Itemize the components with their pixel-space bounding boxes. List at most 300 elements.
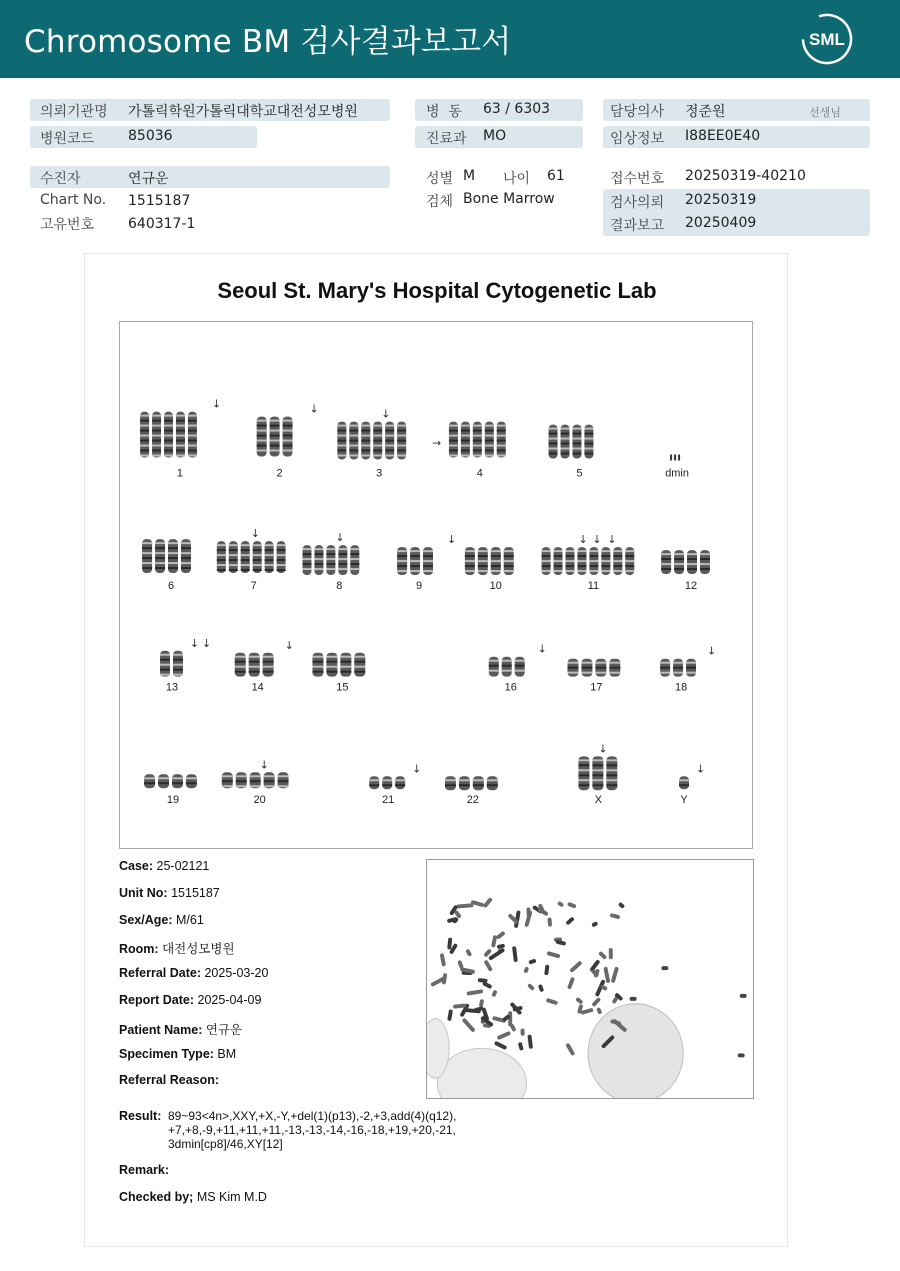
chromosome-band (601, 550, 610, 552)
chromosome-group-X (578, 756, 617, 790)
chromosome-band (140, 415, 149, 417)
chromosome-band (502, 670, 512, 672)
request-value: 20250319 (685, 192, 757, 208)
chromosome-band (217, 554, 226, 556)
chromosome-band (277, 564, 286, 566)
chromosome-band (283, 420, 293, 422)
chromosome-band (263, 661, 274, 663)
chromosome-band (158, 777, 169, 779)
chromosome-band (373, 425, 382, 427)
chromosome-band (700, 553, 710, 555)
chromosome-band (257, 445, 267, 447)
chromosome-band (687, 553, 697, 555)
chromosome-band (140, 425, 149, 427)
chromosome-band (283, 440, 293, 442)
ward-label: 병 동 (426, 104, 462, 120)
metaphase-chromosome (565, 916, 574, 925)
chromosome-band (445, 784, 456, 786)
abnormality-arrow-icon: ↓ (592, 533, 602, 547)
chromosome-band (142, 547, 152, 549)
metaphase-chromosome (544, 965, 549, 976)
chromosome-band (217, 564, 226, 566)
chromosome-band (241, 569, 250, 571)
department-label: 진료과 (426, 131, 467, 147)
chromosome-band (542, 550, 551, 552)
chromosome-band (459, 784, 470, 786)
chromosome-band (312, 666, 323, 668)
chromosome-label: 3 (376, 467, 383, 480)
receipt-value: 20250319-40210 (685, 168, 806, 184)
chromosome-band (566, 550, 575, 552)
chromosome-band (277, 569, 286, 571)
chromosome-band (473, 445, 482, 447)
chromosome-band (687, 563, 697, 565)
chromosome (186, 774, 197, 788)
chromosome-band (449, 430, 458, 432)
chromosome-band (257, 430, 267, 432)
chromosome-band (188, 435, 197, 437)
chromosome-band (253, 554, 262, 556)
chromosome-band (504, 555, 514, 557)
chromosome-band (278, 780, 289, 782)
chromosome-band (257, 435, 267, 437)
metaphase-chromosome (567, 902, 577, 909)
chromosome-band (222, 780, 233, 782)
chromosome-label: 22 (466, 794, 479, 807)
chromosome-band (461, 450, 470, 452)
chromosome-band (578, 784, 589, 786)
chromosome-band (265, 559, 274, 561)
chromosome-band (592, 769, 603, 771)
chromosome-band (176, 425, 185, 427)
chromosome-band (188, 420, 197, 422)
chromosome (382, 776, 392, 789)
chromosome-band (592, 784, 603, 786)
chromosome-band (140, 430, 149, 432)
chromosome-group-10 (465, 547, 514, 575)
chromosome-band (549, 453, 558, 455)
chromosome-band (461, 435, 470, 437)
chromosome-band (338, 568, 347, 570)
chromosome-band (578, 759, 589, 761)
chromosome-band (515, 665, 525, 667)
chromosome-band (354, 656, 365, 658)
chromosome-band (350, 558, 359, 560)
chromosome-band (263, 671, 274, 673)
chromosome-band (340, 666, 351, 668)
chromosome-band (235, 656, 246, 658)
chromosome-band (410, 555, 420, 557)
metaphase-chromosome (611, 966, 619, 983)
chromosome-band (338, 553, 347, 555)
chromosome-band (606, 779, 617, 781)
chromosome-label: 15 (336, 681, 349, 694)
chromosome-band (423, 550, 433, 552)
metaphase-chromosome (547, 917, 552, 926)
doctor-label: 담당의사 (610, 104, 665, 120)
metaphase-chromosome (567, 977, 575, 990)
patient-band (30, 166, 390, 188)
chromosome-band (660, 662, 670, 664)
chromosome-band (561, 443, 570, 445)
chromosome-band (397, 550, 407, 552)
chromosome-band (397, 435, 406, 437)
chromosome-band (168, 552, 178, 554)
chromosome-group-12 (661, 550, 710, 574)
chromosome-label: 13 (165, 681, 179, 694)
page-title: Chromosome BM 검사결과보고서 (24, 24, 512, 60)
chromosome-group-7 (217, 541, 286, 573)
chromosome-band (397, 565, 407, 567)
chromosome-band (578, 774, 589, 776)
chromosome-band (152, 415, 161, 417)
chromosome-band (312, 661, 323, 663)
chromosome-group-19 (144, 774, 197, 788)
chromosome-band (625, 570, 634, 572)
chromosome-band (592, 774, 603, 776)
chromosome-band (283, 445, 293, 447)
metaphase-chromosome (738, 1053, 745, 1057)
chromosome-band (397, 430, 406, 432)
chromosome-label: 18 (674, 681, 688, 694)
chromosome-band (554, 555, 563, 557)
specimen-type-label: Specimen Type: (119, 1047, 214, 1061)
chromosome-band (661, 558, 671, 560)
chromosome (473, 776, 484, 790)
chromosome-band (397, 425, 406, 427)
chart-no-value: 1515187 (128, 193, 191, 209)
chromosome-band (253, 544, 262, 546)
chromosome-band (176, 435, 185, 437)
chromosome-group-8 (303, 545, 360, 575)
chromosome-band (303, 563, 312, 565)
chromosome-band (577, 570, 586, 572)
room-label: Room: (119, 942, 159, 956)
metaphase-chromosome (447, 937, 452, 949)
chromosome-band (350, 563, 359, 565)
chromosome-band (155, 562, 165, 564)
chromosome-band (222, 785, 233, 787)
chromosome-band (144, 777, 155, 779)
checked-value: MS Kim M.D (196, 1190, 267, 1204)
chromosome-band (144, 782, 155, 784)
chromosome-group-Y (679, 776, 689, 789)
chromosome-band (395, 779, 405, 781)
chromosome-band (164, 425, 173, 427)
result-report-label: 결과보고 (610, 218, 665, 234)
chromosome-band (164, 445, 173, 447)
sex-value: M (463, 168, 476, 184)
chromosome-band (270, 435, 280, 437)
chromosome-band (349, 435, 358, 437)
chromosome-band (168, 547, 178, 549)
chromosome-band (277, 549, 286, 551)
chromosome-band (497, 440, 506, 442)
chromosome-band (489, 670, 499, 672)
result-label: Result: (119, 1109, 162, 1123)
chromosome-band (673, 667, 683, 669)
chromosome-band (188, 425, 197, 427)
chromosome-band (566, 570, 575, 572)
abnormality-arrow-icon: ↓ (607, 533, 617, 547)
chromosome-band (673, 672, 683, 674)
chromosome-band (172, 782, 183, 784)
chromosome-band (589, 560, 598, 562)
metaphase-chromosome (557, 901, 564, 908)
chromosome-band (349, 425, 358, 427)
chromosome-band (485, 450, 494, 452)
chromosome-label: 16 (504, 681, 517, 694)
chromosome-band (152, 440, 161, 442)
chromosome-band (660, 672, 670, 674)
chromosome-band (253, 564, 262, 566)
chromosome-band (497, 445, 506, 447)
chromosome-label: 8 (336, 579, 343, 592)
metaphase-chromosome (478, 978, 488, 983)
metaphase-chromosome (518, 1042, 524, 1051)
chromosome-band (385, 454, 394, 456)
chromosome-band (385, 440, 394, 442)
chromosome-band (478, 550, 488, 552)
chromosome-band (485, 435, 494, 437)
chromosome-band (349, 450, 358, 452)
chromosome-band (270, 450, 280, 452)
chromosome-group-5 (549, 425, 594, 459)
chromosome-band (265, 544, 274, 546)
chromosome-band (326, 563, 335, 565)
chromosome-band (217, 549, 226, 551)
metaphase-chromosome (528, 959, 536, 965)
chromosome-band (188, 454, 197, 456)
chromosome-band (188, 440, 197, 442)
metaphase-image (426, 859, 754, 1099)
chromosome-band (485, 440, 494, 442)
chromosome-band (361, 430, 370, 432)
chromosome-band (491, 555, 501, 557)
chromosome-band (373, 445, 382, 447)
metaphase-chromosome (442, 973, 448, 985)
chromosome-band (241, 549, 250, 551)
case-value: 25-02121 (156, 859, 210, 873)
chromosome-band (589, 565, 598, 567)
metaphase-chromosome (569, 960, 582, 973)
metaphase-chromosome (462, 1018, 476, 1033)
chromosome-band (152, 430, 161, 432)
chromosome-band (606, 784, 617, 786)
chromosome-band (504, 570, 514, 572)
chromosome-label: 7 (250, 579, 257, 592)
chromosome-band (229, 559, 238, 561)
chromosome-band (176, 420, 185, 422)
chromosome-band (249, 671, 260, 673)
chromosome-band (164, 450, 173, 452)
chromosome-group-13 (160, 651, 183, 677)
chromosome-band (491, 570, 501, 572)
referral-reason-label: Referral Reason: (119, 1073, 220, 1087)
chromosome-label: 10 (489, 579, 502, 592)
chromosome-band (449, 454, 458, 456)
chromosome-band (410, 560, 420, 562)
chromosome-band (338, 548, 347, 550)
chromosome-band (217, 569, 226, 571)
chromosome-band (397, 440, 406, 442)
chromosome-band (606, 759, 617, 761)
sexage-value: M/61 (175, 913, 204, 927)
chromosome-band (173, 659, 183, 661)
chromosome-band (152, 450, 161, 452)
chromosome-band (257, 425, 267, 427)
chromosome-band (229, 554, 238, 556)
chromosome-group-dmin (670, 454, 680, 460)
chromosome-band (577, 550, 586, 552)
remark-label: Remark: (119, 1163, 170, 1177)
case-label: Case: (119, 859, 154, 873)
chromosome-label: 19 (166, 794, 180, 807)
chromosome-band (584, 443, 593, 445)
chromosome-band (601, 555, 610, 557)
chromosome-band (581, 662, 592, 664)
chromosome-band (465, 550, 475, 552)
chromosome-band (155, 542, 165, 544)
chromosome-band (236, 780, 247, 782)
chromosome-group-3 (337, 422, 406, 460)
chromosome-band (229, 564, 238, 566)
referral-date-label: Referral Date: (119, 966, 201, 980)
chromosome-band (373, 454, 382, 456)
metaphase-chromosome (565, 1043, 575, 1056)
chromosome-band (241, 554, 250, 556)
chromosome-band (504, 565, 514, 567)
chromosome-band (176, 440, 185, 442)
chromosome-band (350, 548, 359, 550)
clinical-value: I88EE0E40 (685, 128, 761, 144)
chromosome-band (229, 569, 238, 571)
chromosome-band (554, 565, 563, 567)
chromosome-band (549, 433, 558, 435)
doctor-value: 정준원 (685, 104, 726, 120)
chromosome-group-6 (142, 539, 191, 573)
chromosome-band (473, 430, 482, 432)
chromosome-group-16 (489, 657, 525, 677)
chromosome-band (410, 550, 420, 552)
chromosome-band (566, 560, 575, 562)
chromosome-band (263, 666, 274, 668)
unit-value: 1515187 (171, 886, 220, 900)
chromosome-band (385, 435, 394, 437)
chromosome-band (661, 568, 671, 570)
chromosome-band (314, 563, 323, 565)
metaphase-chromosome (521, 1028, 525, 1035)
chromosome-band (350, 568, 359, 570)
chromosome-band (589, 570, 598, 572)
sml-logo (800, 12, 854, 66)
chromosome-band (173, 654, 183, 656)
chromosome-band (222, 775, 233, 777)
chromosome-band (140, 435, 149, 437)
chromosome-band (465, 570, 475, 572)
chromosome-band (497, 425, 506, 427)
chromosome-band (577, 555, 586, 557)
logo-text: SML (809, 30, 845, 49)
checked-label: Checked by; (119, 1190, 194, 1204)
chromosome-band (595, 662, 606, 664)
checked-row (119, 1190, 267, 1204)
chromosome-group-4 (449, 422, 506, 458)
chromosome-band (459, 779, 470, 781)
chromosome-band (397, 555, 407, 557)
abnormality-arrow-icon: ↓ (284, 638, 294, 652)
patient-value: 연규운 (128, 171, 169, 187)
chromosome-band (140, 420, 149, 422)
chromosome-band (369, 779, 379, 781)
chromosome-group-9 (397, 547, 433, 575)
chromosome-label: 21 (382, 794, 395, 807)
chromosome-band (326, 661, 337, 663)
chromosome-band (181, 552, 191, 554)
chromosome-band (173, 669, 183, 671)
chromosome-band (686, 667, 696, 669)
chromosome-band (349, 430, 358, 432)
metaphase-chromosome (497, 943, 506, 949)
chromosome-band (241, 559, 250, 561)
chromosome-band (164, 454, 173, 456)
chromosome-group-2 (257, 417, 293, 457)
chromosome-band (584, 428, 593, 430)
chromosome-band (164, 415, 173, 417)
chromosome-band (589, 555, 598, 557)
metaphase-chromosome (609, 948, 613, 959)
chromosome-label: 20 (253, 794, 266, 807)
chromosome-band (549, 438, 558, 440)
chromosome-band (542, 570, 551, 572)
sex-label: 성별 (426, 171, 454, 187)
hospital-code-value: 85036 (128, 128, 173, 144)
chromosome-band (373, 440, 382, 442)
chromosome (679, 776, 689, 789)
chromosome-band (337, 445, 346, 447)
patient-label: 수진자 (40, 171, 81, 187)
chromosome-band (270, 430, 280, 432)
chromosome-band (172, 777, 183, 779)
chromosome-label: 17 (590, 681, 603, 694)
chromosome-band (625, 560, 634, 562)
chromosome-band (478, 560, 488, 562)
chromosome-band (497, 435, 506, 437)
chromosome-band (250, 775, 261, 777)
chromosome-band (461, 440, 470, 442)
chromosome-band (625, 550, 634, 552)
age-value: 61 (547, 168, 565, 184)
chromosome-band (686, 662, 696, 664)
result-line-3: 3dmin[cp8]/46,XY[12] (168, 1137, 283, 1151)
chromosome-band (625, 555, 634, 557)
chromosome-band (142, 562, 152, 564)
chromosome-band (613, 565, 622, 567)
chromosome-band (554, 560, 563, 562)
chromosome-group-17 (568, 659, 621, 677)
chromosome-band (613, 555, 622, 557)
chromosome-band (515, 670, 525, 672)
chromosome-band (373, 450, 382, 452)
chromosome-band (265, 569, 274, 571)
chromosome-band (423, 570, 433, 572)
chromosome-band (140, 454, 149, 456)
karyogram-panel (119, 321, 753, 849)
chromosome-band (382, 784, 392, 786)
chromosome-band (577, 565, 586, 567)
chromosome-band (592, 779, 603, 781)
chromosome-band (601, 565, 610, 567)
